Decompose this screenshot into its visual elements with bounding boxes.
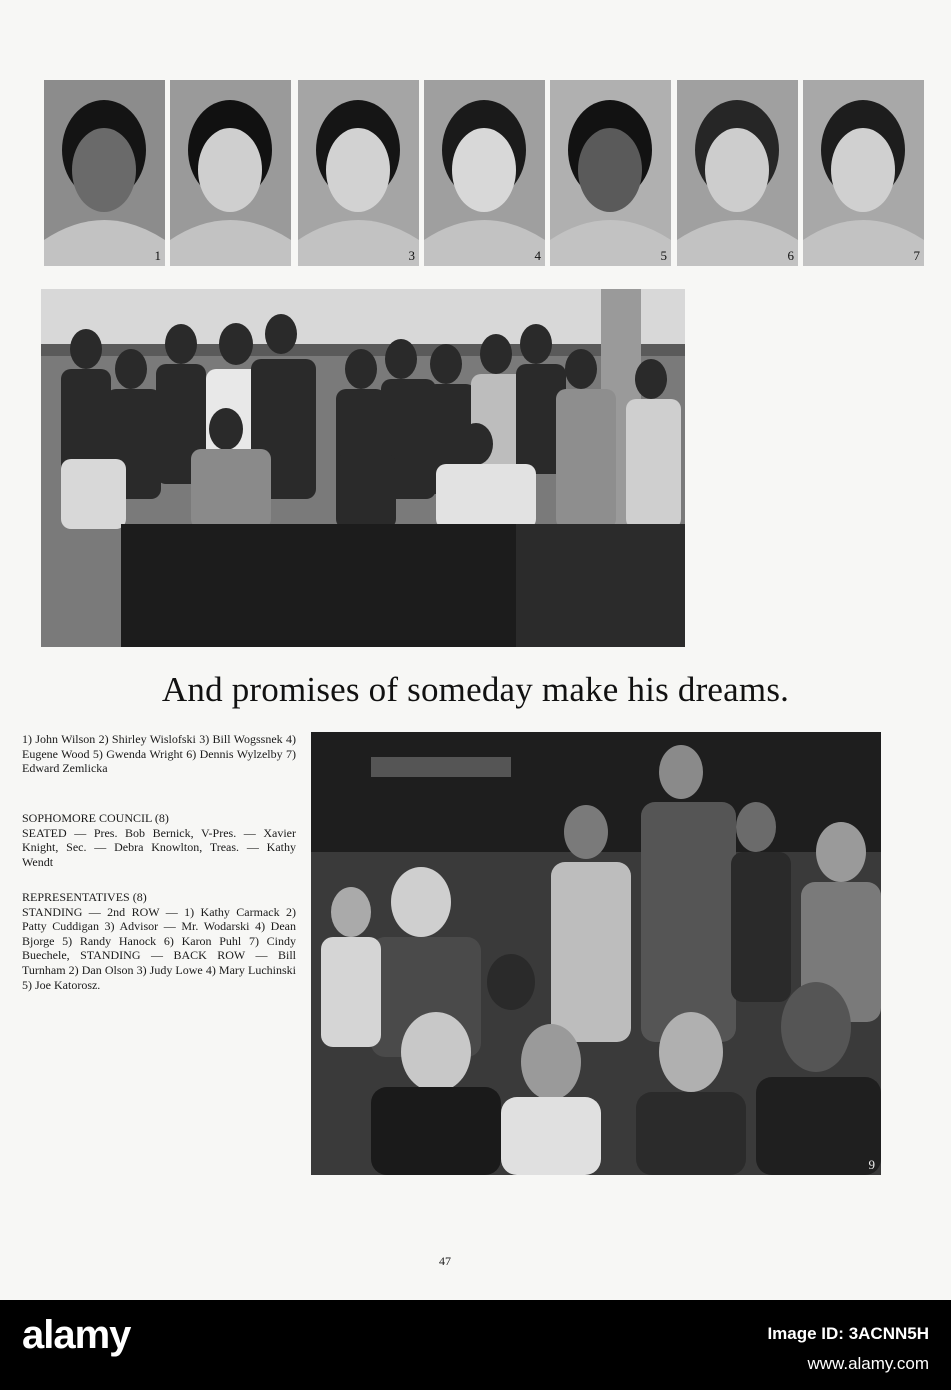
portrait-illustration xyxy=(424,80,545,266)
portrait-number: 6 xyxy=(787,248,794,263)
council-heading: SOPHOMORE COUNCIL (8) xyxy=(22,811,169,825)
portrait-illustration xyxy=(677,80,798,266)
representatives-caption xyxy=(22,890,296,992)
portrait-4 xyxy=(424,80,545,266)
reps-body: STANDING — 2nd ROW — 1) Kathy Carmack 2) Patty Cuddigan 3) Advisor — Mr. Wodarski 4) Dean Bjorge 5) Randy Hanock 6) Karon Puhl 7) Cindy Buechele, STANDING — BACK ROW — Bill Turnham 2) Dan Olson 3) Judy Lowe 4) Mary Luchinski 5) Joe Katorosz. xyxy=(22,904,296,992)
portrait-7 xyxy=(803,80,924,266)
portrait-number: 7 xyxy=(913,248,920,263)
reps-heading: REPRESENTATIVES (8) xyxy=(22,890,147,904)
portrait-number: 1 xyxy=(154,248,161,263)
portrait-5 xyxy=(550,80,671,266)
crowd-photo-illustration xyxy=(311,732,881,1175)
sophomore-council-caption xyxy=(22,811,296,869)
crowd-photo xyxy=(311,732,881,1175)
portrait-number: 3 xyxy=(408,248,415,263)
page-number: 47 xyxy=(439,1254,451,1268)
portrait-3 xyxy=(298,80,419,266)
portrait-number: 5 xyxy=(660,248,667,263)
council-body: SEATED — Pres. Bob Bernick, V-Pres. — Xavier Knight, Sec. — Debra Knowlton, Treas. — Kathy Wendt xyxy=(22,825,296,869)
portrait-names-caption: 1) John Wilson 2) Shirley Wislofski 3) Bill Wogssnek 4) Eugene Wood 5) Gwenda Wright 6) Dennis Wylzelby 7) Edward Zemlicka xyxy=(22,732,296,776)
headline: And promises of someday make his dreams. xyxy=(161,670,790,709)
portrait-2 xyxy=(170,80,291,266)
portrait-illustration xyxy=(803,80,924,266)
portrait-number: 4 xyxy=(534,248,541,263)
footer-meta xyxy=(767,1324,929,1374)
image-id: Image ID: 3ACNN5H xyxy=(767,1324,929,1343)
photo-number: 9 xyxy=(868,1157,875,1172)
site-url: www.alamy.com xyxy=(807,1354,929,1373)
portrait-illustration xyxy=(298,80,419,266)
group-photo-illustration xyxy=(41,289,685,647)
portrait-illustration xyxy=(550,80,671,266)
portrait-1 xyxy=(44,80,165,266)
portrait-illustration xyxy=(44,80,165,266)
alamy-logo: alamy xyxy=(22,1313,131,1357)
portrait-6 xyxy=(677,80,798,266)
group-photo xyxy=(41,289,685,647)
portrait-illustration xyxy=(170,80,291,266)
